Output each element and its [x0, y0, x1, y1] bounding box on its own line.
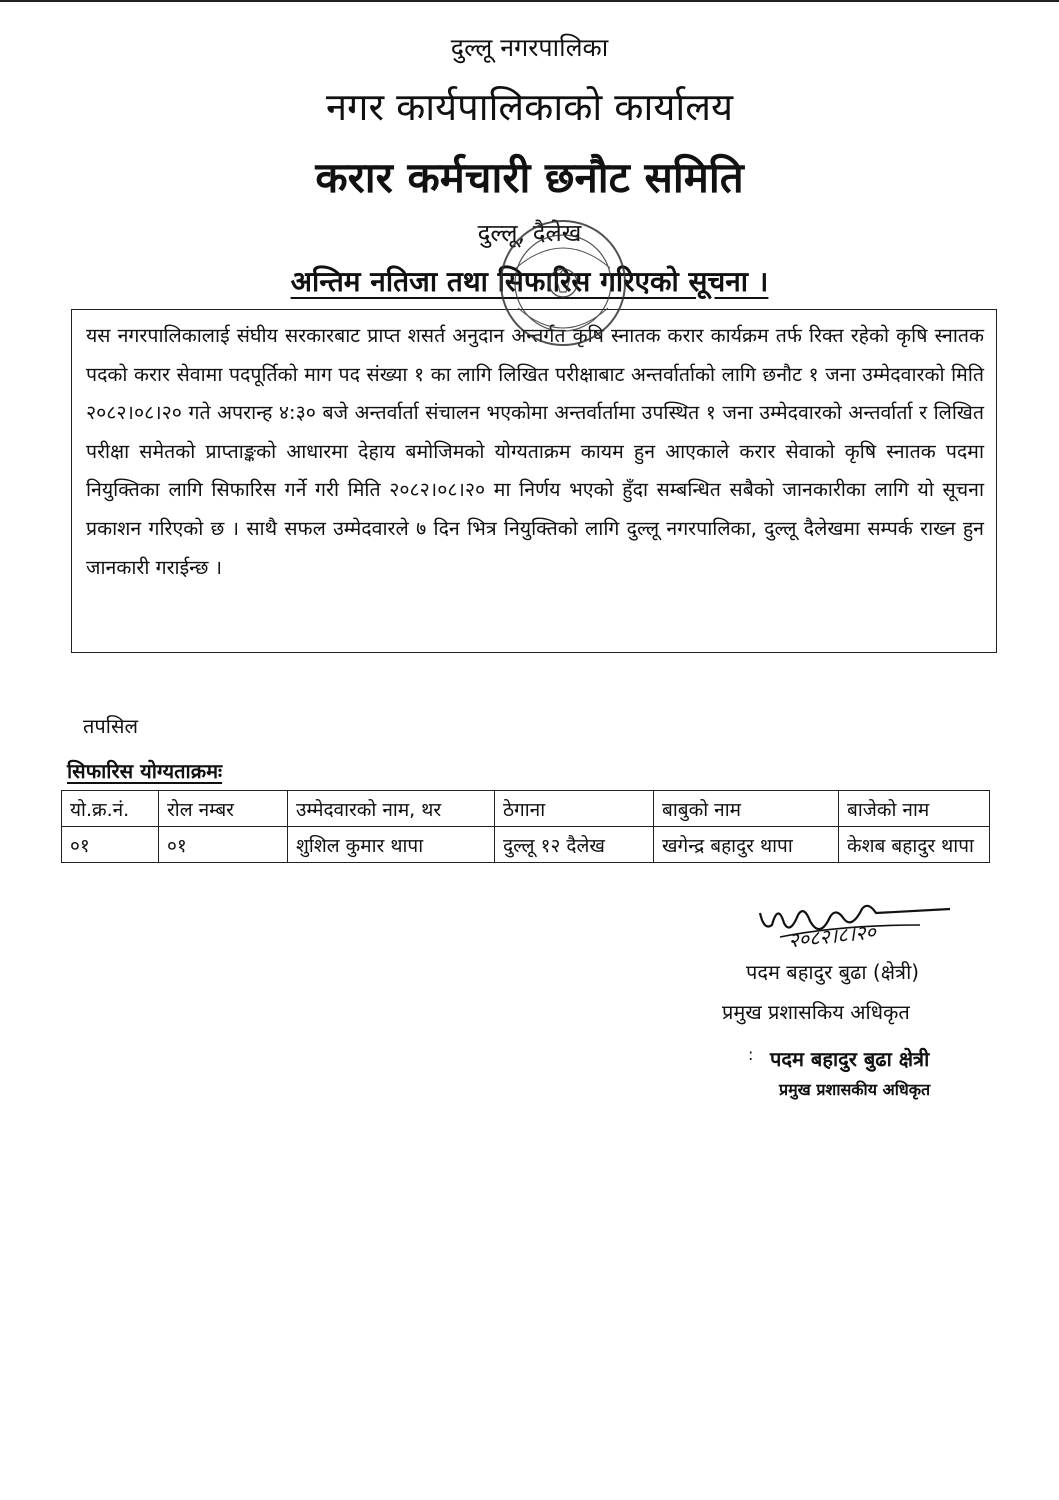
- cell-serial: ०१: [62, 827, 159, 863]
- signature-date: २०८२।८।२०: [787, 919, 878, 953]
- notice-title-text: अन्तिम नतिजा तथा सिफारिस गरिएको सूचना ।: [290, 265, 769, 298]
- col-grandfather-header: बाजेको नाम: [839, 791, 990, 827]
- stamp-officer-designation: प्रमुख प्रशासकीय अधिकृत: [779, 1080, 931, 1099]
- municipality-name: दुल्लू नगरपालिका: [450, 33, 609, 62]
- officer-designation: प्रमुख प्रशासकिय अधिकृत: [722, 1000, 910, 1024]
- col-address-header: ठेगाना: [495, 791, 654, 827]
- stamp-officer-name: पदम बहादुर बुढा क्षेत्री: [770, 1047, 930, 1071]
- committee-name: करार कर्मचारी छनौट समिति: [315, 153, 744, 202]
- cell-grandfather: केशब बहादुर थापा: [839, 827, 990, 863]
- cell-father: खगेन्द्र बहादुर थापा: [654, 827, 839, 863]
- table-header-row: [62, 791, 990, 827]
- col-serial-header: यो.क्र.नं.: [62, 791, 159, 827]
- notice-body: यस नगरपालिकालाई संघीय सरकारबाट प्राप्त शसर्त अनुदान अन्तर्गत कृषि स्नातक करार कार्यक्रम तर्फ रिक्त रहेको कृषि स्नातक पदको करार सेवामा पदपूर्तिको माग पद संख्या १ का लागि लिखित परीक्षाबाट अन्तर्वार्ताको लागि छनौट १ जना उम्मेदवारको मिति २०८२।०८।२० गते अपरान्ह ४:३० बजे अन्तर्वार्ता संचालन भएकोमा अन्तर्वार्तामा उपस्थित १ जना उम्मेदवारको अन्तर्वार्ता र लिखित परीक्षा समेतको प्राप्ताङ्कको आधारमा देहाय बमोजिमको योग्यताक्रम कायम हुन आएकाले करार सेवाको कृषि स्नातक पदमा नियुक्तिका लागि सिफारिस गर्ने गरी मिति २०८२।०८।२० मा निर्णय भएको हुँदा सम्बन्धित सबैको जानकारीका लागि यो सूचना प्रकाशन गरिएको छ । साथै सफल उम्मेदवारले ७ दिन भित्र नियुक्तिको लागि दुल्लू नगरपालिका, दुल्लू दैलेखमा सम्पर्क राख्न हुन जानकारी गराईन्छ ।: [86, 324, 985, 579]
- stamp-mark: :: [748, 1045, 754, 1064]
- location-line: दुल्लू, दैलेख: [477, 219, 582, 247]
- cell-roll: ०१: [159, 827, 288, 863]
- recommendation-heading: सिफारिस योग्यताक्रमः: [67, 759, 223, 783]
- page-top-border: [0, 0, 1059, 2]
- office-seal-stamp: [478, 198, 648, 368]
- col-roll-header: रोल नम्बर: [159, 791, 288, 827]
- recommendation-table: [61, 790, 990, 863]
- officer-name: पदम बहादुर बुढा (क्षेत्री): [746, 960, 920, 984]
- office-name: नगर कार्यपालिकाको कार्यालय: [325, 85, 734, 129]
- annex-label: तपसिल: [83, 714, 139, 738]
- cell-name: शुशिल कुमार थापा: [288, 827, 495, 863]
- col-father-header: बाबुको नाम: [654, 791, 839, 827]
- table-row: [62, 827, 990, 863]
- cell-address: दुल्लू १२ दैलेख: [495, 827, 654, 863]
- col-name-header: उम्मेदवारको नाम, थर: [288, 791, 495, 827]
